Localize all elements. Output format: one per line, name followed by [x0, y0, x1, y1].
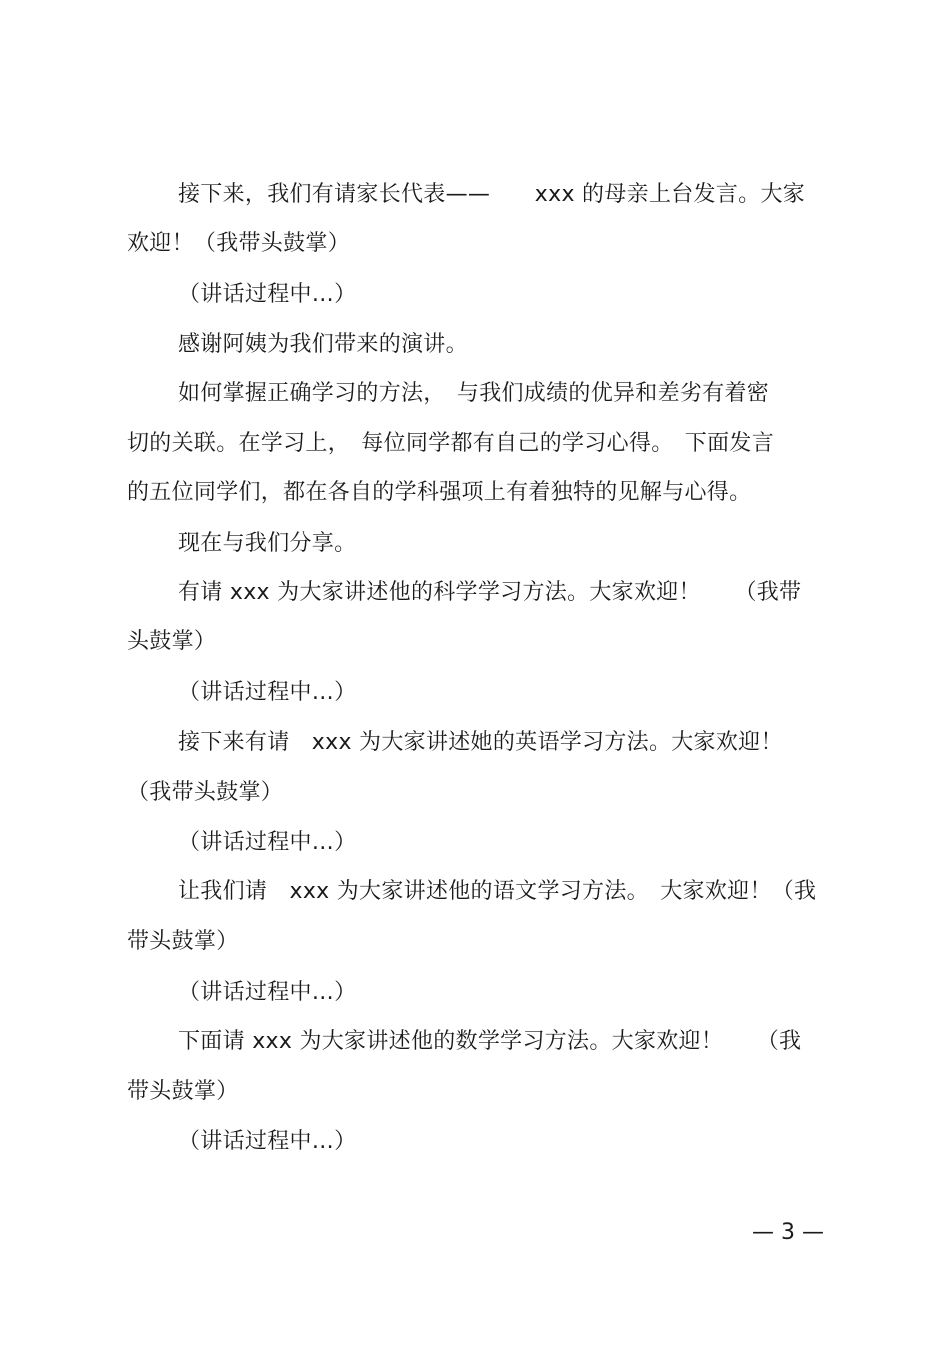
text-line: 接下来有请 xxx 为大家讲述她的英语学习方法。大家欢迎！: [178, 730, 783, 755]
text-line: 接下来，我们有请家长代表—— xxx 的母亲上台发言。大家: [178, 182, 806, 207]
text-line: （我带头鼓掌）: [127, 780, 284, 805]
text-line: 现在与我们分享。: [178, 531, 357, 556]
page-number: — 3 —: [752, 1220, 824, 1245]
text-line: 切的关联。在学习上， 每位同学都有自己的学习心得。 下面发言: [127, 431, 775, 456]
text-line: 如何掌握正确学习的方法， 与我们成绩的优异和差劣有着密: [178, 381, 770, 406]
text-line: 感谢阿姨为我们带来的演讲。: [178, 332, 468, 357]
text-line: 有请 xxx 为大家讲述他的科学学习方法。大家欢迎！ （我带: [178, 580, 802, 605]
text-line: （讲话过程中…）: [178, 282, 357, 307]
text-line: 下面请 xxx 为大家讲述他的数学学习方法。大家欢迎！ （我: [178, 1029, 802, 1054]
text-line: 带头鼓掌）: [127, 929, 239, 954]
text-line: （讲话过程中…）: [178, 980, 357, 1005]
text-line: （讲话过程中…）: [178, 680, 357, 705]
text-line: 的五位同学们，都在各自的学科强项上有着独特的见解与心得。: [127, 480, 752, 505]
text-line: 带头鼓掌）: [127, 1079, 239, 1104]
text-line: （讲话过程中…）: [178, 1129, 357, 1154]
text-line: （讲话过程中…）: [178, 830, 357, 855]
text-line: 欢迎！（我带头鼓掌）: [127, 231, 351, 256]
text-line: 让我们请 xxx 为大家讲述他的语文学习方法。 大家欢迎！（我: [178, 879, 817, 904]
text-line: 头鼓掌）: [127, 629, 217, 654]
